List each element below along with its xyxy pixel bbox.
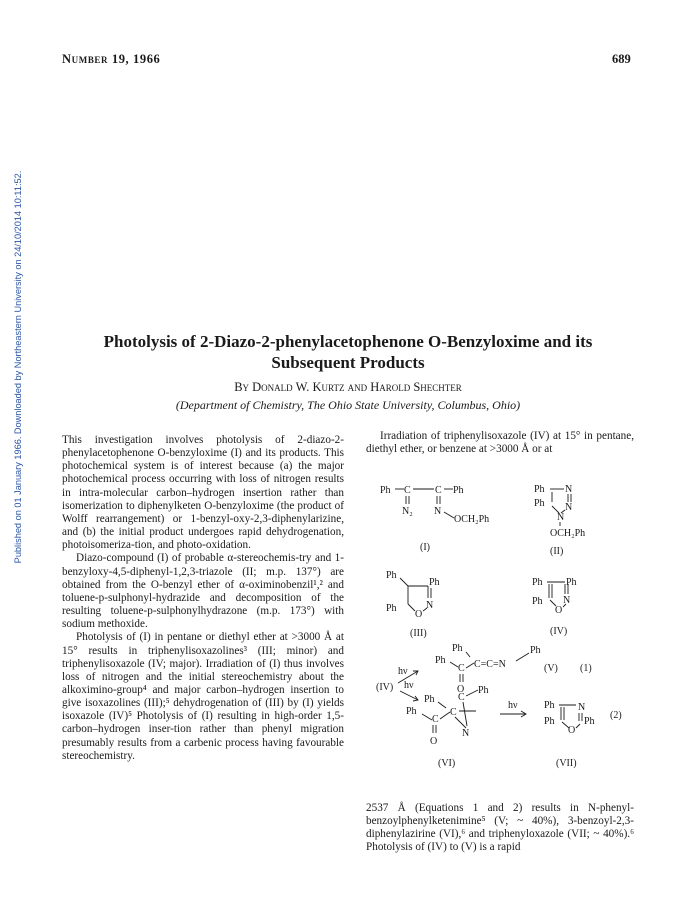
svg-text:(1): (1): [580, 663, 592, 674]
svg-text:Ph: Ph: [429, 577, 440, 588]
svg-text:C=C=N: C=C=N: [474, 659, 506, 670]
svg-text:C: C: [435, 485, 442, 496]
svg-text:N: N: [426, 600, 434, 611]
svg-text:(II): (II): [550, 546, 564, 557]
structure-v: [435, 643, 592, 695]
svg-text:hν: hν: [404, 680, 414, 691]
svg-text:Ph: Ph: [566, 577, 577, 588]
running-header: Number 19, 1966: [62, 52, 161, 66]
svg-text:Ph: Ph: [406, 706, 417, 717]
svg-text:C: C: [458, 663, 465, 674]
svg-text:O: O: [415, 609, 423, 620]
svg-text:N: N: [565, 484, 573, 495]
svg-text:N: N: [565, 502, 573, 513]
svg-text:Ph: Ph: [534, 498, 545, 509]
svg-text:C: C: [458, 692, 465, 703]
svg-text:(VII): (VII): [556, 758, 577, 769]
svg-text:(III): (III): [410, 628, 427, 639]
watermark-text: Published on 01 January 1966. Downloaded by Northeastern University on 24/10/2014 10:11:52.: [13, 170, 23, 564]
svg-text:Ph: Ph: [453, 485, 464, 496]
svg-text:Ph: Ph: [424, 694, 435, 705]
svg-text:Ph: Ph: [452, 643, 463, 654]
svg-text:Ph: Ph: [532, 577, 543, 588]
paragraph-irradiation: Irradiation of triphenylisoxazole (IV) at 15° in pentane, diethyl ether, or benzene at >3000 Å or at: [366, 430, 634, 456]
svg-text:OCH₂Ph: OCH₂Ph: [550, 528, 586, 539]
svg-text:Ph: Ph: [544, 700, 555, 711]
svg-text:hν: hν: [398, 666, 408, 677]
svg-text:C: C: [404, 485, 411, 496]
right-column-bottom: [366, 802, 634, 855]
right-column-top: [366, 430, 634, 456]
structure-vi: [406, 685, 489, 769]
svg-text:(VI): (VI): [438, 758, 456, 769]
byline: By Donald W. Kurtz and Harold Shechter: [234, 380, 462, 394]
svg-text:Ph: Ph: [435, 655, 446, 666]
structure-ii: [534, 484, 585, 557]
arrow-vi-to-vii: [500, 700, 526, 717]
svg-text:C: C: [432, 714, 439, 725]
svg-text:Ph: Ph: [386, 603, 397, 614]
svg-text:(2): (2): [610, 710, 622, 721]
svg-text:N: N: [462, 728, 470, 739]
paragraph-synthesis: Diazo-compound (I) of probable α-stereochemis-try and 1-benzyloxy-4,5-diphenyl-1,2,3-triazole (II; m.p. 137°) are obtained from the O-benzyl ether of α-oximinobenzil¹,² and toluene-p-sulphonyl-hydrazide and decomposition of the resulting toluene-p-sulphonylhydrazone (m.p. 173°) with sodium methoxide.: [62, 552, 344, 631]
structure-iv: [532, 577, 577, 637]
svg-text:N: N: [578, 702, 586, 713]
svg-text:C: C: [450, 707, 457, 718]
svg-text:Ph: Ph: [386, 570, 397, 581]
structure-i: [380, 485, 489, 553]
svg-text:Ph: Ph: [534, 484, 545, 495]
svg-text:O: O: [457, 684, 465, 695]
svg-text:Ph: Ph: [584, 716, 595, 727]
svg-text:Ph: Ph: [544, 716, 555, 727]
svg-text:N₂: N₂: [402, 506, 413, 517]
svg-text:N: N: [434, 506, 442, 517]
download-watermark: [8, 150, 24, 590]
svg-text:(IV): (IV): [550, 626, 568, 637]
page-number: 689: [612, 52, 631, 66]
svg-text:(V): (V): [544, 663, 558, 674]
affiliation: (Department of Chemistry, The Ohio State University, Columbus, Ohio): [175, 398, 521, 412]
svg-text:(IV): (IV): [376, 682, 394, 693]
article-title: Photolysis of 2-Diazo-2-phenylacetophenone O-Benzyloxime and its Subsequent Products: [103, 332, 593, 372]
svg-text:Ph: Ph: [380, 485, 391, 496]
scheme-figure: [366, 470, 636, 800]
svg-text:hν: hν: [508, 700, 518, 711]
svg-text:N: N: [557, 512, 565, 523]
svg-text:OCH₂Ph: OCH₂Ph: [454, 514, 490, 525]
svg-text:Ph: Ph: [478, 685, 489, 696]
paragraph-intro: This investigation involves photolysis of 2-diazo-2-phenylacetophenone O-benzyloxime (I) and its products. This photochemical system is of interest because (a) the major photochemical process occurring with loss of nitrogen results in intra-molecular carbon–hydrogen insertion rather than isomerization to diphenylketen O-benzyloxime (the product of Wolff rearrangement) or 1-benzyl-oxy-2,3-diphenylarizine, and (b) the initial product undergoes rapid dehydrogenation, photoisomeriza-tion, and photo-oxidation.: [62, 434, 344, 552]
paragraph-photolysis: Photolysis of (I) in pentane or diethyl ether at >3000 Å at 15° results in triphenylisoxazolines³ (III; minor) and triphenylisoxazole (IV; major). Irradiation of (I) thus involves loss of nitrogen and the initial stereochemistry about the alkoximino-group⁴ and major carbon–hydrogen insertion to give isoxazolines (III);⁵ dehydrogenation of (III) by (I) yields isoxazole (IV)⁵ Photolysis of (I) resulting in high-order 1,5-carbon–hydrogen inser-tion rather than phenyl migration presumably results from a carbenic process having favourable stereochemistry.: [62, 631, 344, 762]
paragraph-results: 2537 Å (Equations 1 and 2) results in N-phenyl-benzoylphenylketenimine⁵ (V; ~ 40%), 3-benzoyl-2,3-diphenylazirine (VI),⁶ and triphenyloxazole (VII; ~ 40%).⁶ Photolysis of (IV) to (V) is a rapid: [366, 802, 634, 854]
svg-text:Ph: Ph: [532, 596, 543, 607]
structure-iii: [386, 570, 440, 639]
svg-text:N: N: [563, 595, 571, 606]
svg-text:O: O: [568, 725, 576, 736]
left-column: [62, 434, 344, 763]
photolysis-arrows: [376, 666, 418, 701]
svg-text:O: O: [430, 736, 438, 747]
svg-text:Ph: Ph: [530, 645, 541, 656]
svg-text:O: O: [555, 605, 563, 616]
svg-text:(I): (I): [420, 542, 430, 553]
structure-vii: [544, 700, 622, 769]
reaction-scheme: [366, 470, 636, 800]
